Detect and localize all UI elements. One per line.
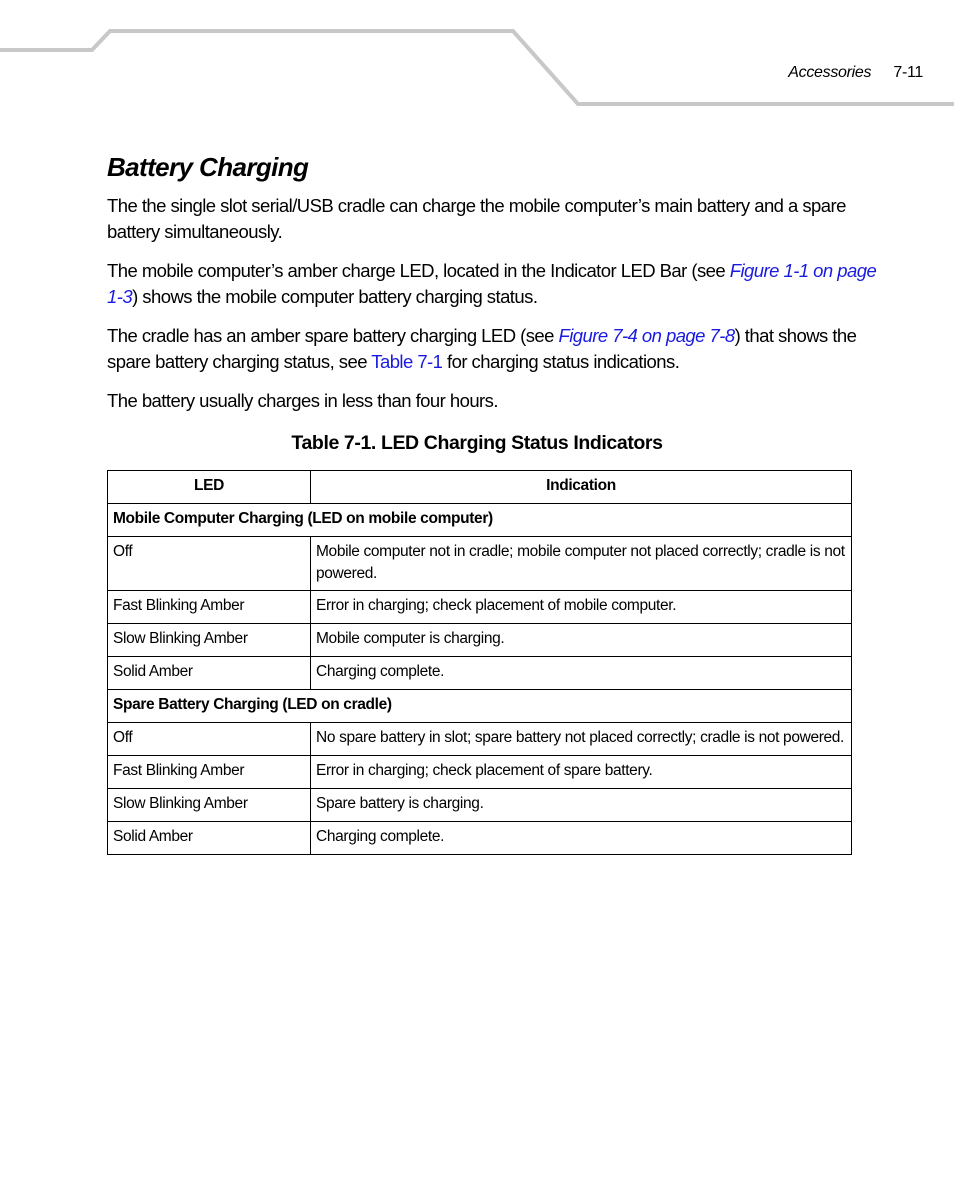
led-cell: Off (108, 537, 311, 591)
led-status-table (107, 470, 852, 855)
indication-cell: Mobile computer not in cradle; mobile computer not placed correctly; cradle is not powered. (311, 537, 852, 591)
indication-cell: Spare battery is charging. (311, 789, 852, 822)
group-title-mobile: Mobile Computer Charging (LED on mobile computer) (108, 504, 852, 537)
paragraph-3-text-middle: ) that shows the spare battery charging status, see (107, 325, 857, 372)
table-group-row (108, 690, 852, 723)
table-header-row (108, 471, 852, 504)
indication-cell: Charging complete. (311, 657, 852, 690)
table-group-row (108, 504, 852, 537)
indication-cell: Error in charging; check placement of spare battery. (311, 756, 852, 789)
page-content (107, 150, 887, 855)
table-row (108, 723, 852, 756)
paragraph-3 (107, 323, 887, 375)
paragraph-1: The the single slot serial/USB cradle can charge the mobile computer’s main battery and a spare battery simultaneously. (107, 195, 846, 242)
running-head (788, 64, 923, 82)
table-row (108, 822, 852, 855)
led-cell: Fast Blinking Amber (108, 756, 311, 789)
table-row (108, 789, 852, 822)
indication-cell: Charging complete. (311, 822, 852, 855)
running-head-section: Accessories (788, 64, 872, 81)
section-title: Battery Charging (107, 152, 309, 182)
column-header-indication: Indication (311, 471, 852, 504)
table-caption: Table 7-1. LED Charging Status Indicators (291, 432, 663, 454)
paragraph-2-text: The mobile computer’s amber charge LED, located in the Indicator LED Bar (see (107, 260, 730, 281)
paragraph-3-text: The cradle has an amber spare battery charging LED (see (107, 325, 559, 346)
led-cell: Off (108, 723, 311, 756)
header-rule (0, 0, 954, 110)
figure-1-1-link[interactable]: Figure 1-1 on page 1-3 (107, 260, 877, 307)
led-cell: Slow Blinking Amber (108, 624, 311, 657)
paragraph-2-text-end: ) shows the mobile computer battery charging status. (132, 286, 538, 307)
paragraph-2 (107, 258, 887, 310)
group-title-spare: Spare Battery Charging (LED on cradle) (108, 690, 852, 723)
page-number: 7-11 (893, 64, 923, 81)
table-row (108, 624, 852, 657)
table-row (108, 591, 852, 624)
column-header-led: LED (108, 471, 311, 504)
table-row (108, 756, 852, 789)
led-cell: Solid Amber (108, 657, 311, 690)
led-cell: Solid Amber (108, 822, 311, 855)
indication-cell: No spare battery in slot; spare battery not placed correctly; cradle is not powered. (311, 723, 852, 756)
table-row (108, 657, 852, 690)
paragraph-3-text-end: for charging status indications. (442, 351, 680, 372)
paragraph-4: The battery usually charges in less than four hours. (107, 390, 498, 411)
indication-cell: Error in charging; check placement of mobile computer. (311, 591, 852, 624)
table-7-1-link[interactable]: Table 7-1 (371, 351, 443, 372)
figure-7-4-link[interactable]: Figure 7-4 on page 7-8 (558, 325, 735, 346)
led-cell: Fast Blinking Amber (108, 591, 311, 624)
led-cell: Slow Blinking Amber (108, 789, 311, 822)
table-row (108, 537, 852, 591)
indication-cell: Mobile computer is charging. (311, 624, 852, 657)
